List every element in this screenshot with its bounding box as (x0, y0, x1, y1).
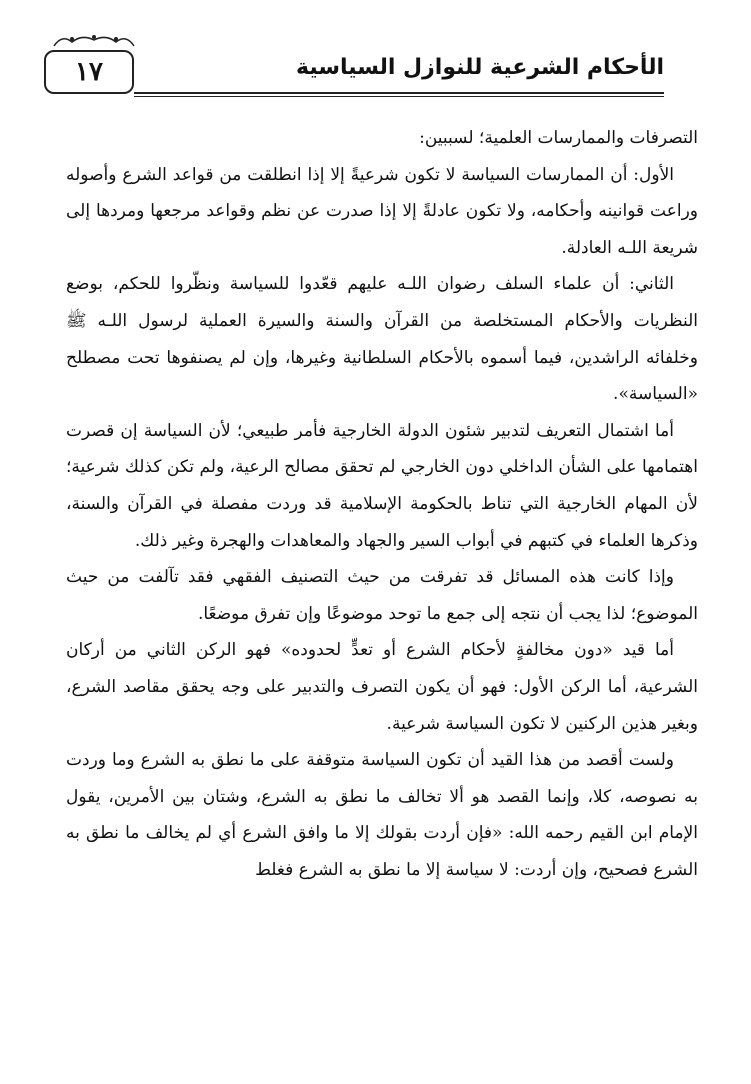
paragraph: التصرفات والممارسات العلمية؛ لسببين: (419, 128, 698, 148)
paragraph: أما قيد «دون مخالفةٍ لأحكام الشرع أو تعدٍّ لحدوده» فهو الركن الثاني من أركان الشرعية، أما الركن الأول: فهو أن يكون التصرف والتدبير على وجه يحقق مقاصد الشرع، وبغير هذين الركنين لا تكون السياسة شرعية. (66, 640, 698, 734)
running-title: الأحكام الشرعية للنوازل السياسية (296, 55, 664, 80)
header-divider-thin (134, 96, 664, 97)
header-divider (134, 92, 664, 94)
paragraph: الثاني: أن علماء السلف رضوان اللـه عليهم قعّدوا للسياسة ونظّروا للحكم، بوضع النظريات والأحكام المستخلصة من القرآن والسنة والسيرة العملية لرسول اللـه ﷺ وخلفائه الراشدين، فيما أسموه بالأحكام السلطانية وغيرها، وإن لم يصنفوها تحت مصطلح «السياسة». (66, 274, 698, 405)
paragraph: أما اشتمال التعريف لتدبير شئون الدولة الخارجية فأمر طبيعي؛ لأن السياسة إن قصرت اهتمامها على الشأن الداخلي دون الخارجي لم تحقق مصالح الرعية، ولم تكن كذلك شرعية؛ لأن المهام الخارجية التي تناط بالحكومة الإسلامية قد وردت مفصلة في القرآن والسنة، وذكرها العلماء في كتبهم في أبواب السير والجهاد والمعاهدات والهجرة وغير ذلك. (66, 420, 698, 551)
page-header (44, 34, 664, 104)
paragraph: الأول: أن الممارسات السياسة لا تكون شرعيةً إلا إذا انطلقت من قواعد الشرع وأصوله وراعت قوانينه وأحكامه، ولا تكون عادلةً إلا إذا صدرت عن نظم وقواعد مرجعها ومردها إلى شريعة اللـه العادلة. (66, 164, 698, 258)
page-body (66, 120, 698, 888)
paragraph: وإذا كانت هذه المسائل قد تفرقت من حيث التصنيف الفقهي فقد تآلفت من حيث الموضوع؛ لذا يجب أن نتجه إلى جمع ما توحد موضوعًا وإن تفرق موضعًا. (66, 567, 698, 624)
paragraph: ولست أقصد من هذا القيد أن تكون السياسة متوقفة على ما نطق به الشرع وما وردت به نصوصه، كلا، وإنما القصد هو ألا تخالف ما نطق به الشرع، وشتان بين الأمرين، يقول الإمام ابن القيم رحمه الله: «فإن أردت بقولك إلا ما وافق الشرع أي لم يخالف ما نطق به الشرع فصحيح، وإن أردت: لا سياسة إلا ما نطق به الشرع فغلط (66, 750, 698, 880)
page-number: ١٧ (44, 50, 134, 94)
ornament-icon (52, 32, 136, 48)
